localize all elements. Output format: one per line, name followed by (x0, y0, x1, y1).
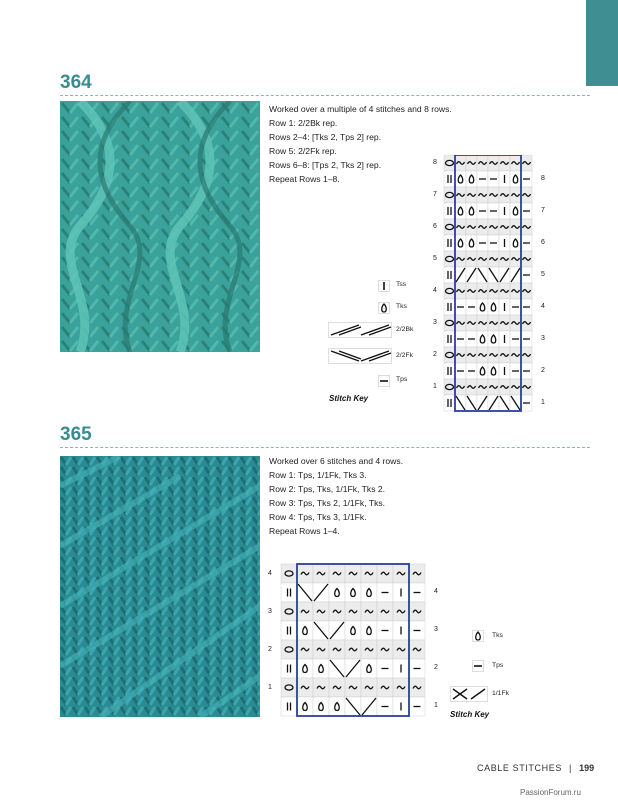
row-number: 5 (541, 271, 545, 278)
tss-icon (378, 280, 390, 292)
knitted-swatch-photo (60, 456, 260, 717)
key-label: Tks (492, 632, 503, 639)
chart-cell (488, 331, 499, 347)
chart-cell (297, 659, 313, 678)
instruction-line: Row 4: Tps, Tks 3, 1/1Fk. (269, 512, 367, 522)
row-number: 1 (268, 684, 272, 691)
instruction-line: Worked over a multiple of 4 stitches and 8 rows. (269, 104, 452, 114)
chart-cell (488, 299, 499, 315)
chart-cell (281, 583, 297, 602)
chart-cell (444, 363, 455, 379)
chart-cell (297, 621, 313, 640)
row-number: 8 (433, 159, 437, 166)
instruction-line: Row 3: Tps, Tks 2, 1/1Fk, Tks. (269, 498, 386, 508)
row-number: 6 (541, 239, 545, 246)
1-1fk-icon (450, 686, 488, 702)
chart-cell (455, 235, 466, 251)
page-number: 199 (579, 763, 595, 773)
pattern-number: 365 (60, 424, 92, 445)
chart-cell (361, 621, 377, 640)
instruction-line: Row 1: 2/2Bk rep. (269, 118, 338, 128)
chart-cell (313, 697, 329, 716)
2-2fk-icon (328, 348, 392, 364)
key-label: 1/1Fk (492, 690, 509, 697)
chart-cell (477, 363, 488, 379)
footer-separator: | (569, 763, 572, 773)
instruction-line: Row 2: Tps, Tks, 1/1Fk, Tks 2. (269, 484, 386, 494)
chart-cell (510, 203, 521, 219)
tps-icon (472, 660, 484, 672)
instruction-line: Repeat Rows 1–4. (269, 526, 340, 536)
chart-cells (281, 564, 425, 716)
instruction-line: Rows 6–8: [Tps 2, Tks 2] rep. (269, 160, 382, 170)
chart-cell (510, 171, 521, 187)
knitted-swatch-photo (60, 101, 260, 352)
row-number: 2 (433, 351, 437, 358)
stitch-key (328, 278, 418, 406)
chart-cell (477, 299, 488, 315)
chart-grid (430, 155, 550, 415)
chart-cell (466, 171, 477, 187)
row-number: 3 (433, 319, 437, 326)
chart-grid (265, 560, 445, 720)
chart-cell (444, 171, 455, 187)
pattern-instructions (269, 102, 452, 186)
instruction-line: Row 1: Tps, 1/1Fk, Tks 3. (269, 470, 367, 480)
instruction-line: Worked over 6 stitches and 4 rows. (269, 456, 404, 466)
row-number: 4 (268, 570, 272, 577)
2-2bk-icon (328, 322, 392, 338)
row-number: 1 (433, 383, 437, 390)
key-label: Tps (396, 376, 408, 383)
chart-cell (281, 621, 297, 640)
chart-cell (313, 659, 329, 678)
watermark: PassionForum.ru (520, 788, 581, 797)
stitch-chart (265, 560, 445, 720)
chart-cell (455, 203, 466, 219)
chart-cell (466, 203, 477, 219)
row-number: 2 (434, 664, 438, 671)
key-label: Tps (492, 662, 504, 669)
chart-cells (444, 155, 532, 411)
row-number: 6 (433, 223, 437, 230)
footer-section: CABLE STITCHES (477, 763, 562, 773)
stitch-key-title: Stitch Key (450, 710, 490, 719)
row-number: 1 (434, 702, 438, 709)
row-number: 1 (541, 399, 545, 406)
row-number: 5 (433, 255, 437, 262)
row-number: 8 (541, 175, 545, 182)
instruction-line: Rows 2–4: [Tks 2, Tps 2] rep. (269, 132, 382, 142)
tks-icon (378, 302, 390, 314)
instruction-line: Repeat Rows 1–8. (269, 174, 340, 184)
chart-cell (297, 697, 313, 716)
chart-cell (281, 697, 297, 716)
chart-cell (329, 583, 345, 602)
chart-cell (444, 235, 455, 251)
row-number: 2 (541, 367, 545, 374)
chart-cell (361, 659, 377, 678)
chart-cell (488, 363, 499, 379)
key-label: Tks (396, 303, 407, 310)
chart-cell (281, 659, 297, 678)
tks-icon (472, 630, 484, 642)
chart-cell (510, 235, 521, 251)
section-divider (60, 447, 590, 448)
row-number: 2 (268, 646, 272, 653)
chart-cell (444, 331, 455, 347)
stitch-key (448, 628, 558, 723)
row-number: 3 (541, 335, 545, 342)
chart-cell (345, 621, 361, 640)
pattern-number: 364 (60, 72, 92, 93)
row-number: 3 (434, 626, 438, 633)
page-footer (477, 763, 594, 773)
chart-cell (444, 299, 455, 315)
instruction-line: Row 5: 2/2Fk rep. (269, 146, 337, 156)
chart-cell (361, 583, 377, 602)
key-label: 2/2Bk (396, 326, 414, 333)
stitch-key-title: Stitch Key (329, 394, 369, 403)
chart-cell (477, 331, 488, 347)
chart-cell (345, 583, 361, 602)
section-divider (60, 95, 590, 96)
row-number: 4 (434, 588, 438, 595)
section-color-tab (586, 0, 618, 86)
stitch-chart (430, 155, 550, 415)
chart-cell (281, 602, 297, 621)
chart-cell (329, 697, 345, 716)
chart-cell (281, 678, 297, 697)
chart-cell (444, 395, 455, 411)
chart-cell (466, 235, 477, 251)
row-number: 7 (541, 207, 545, 214)
chart-cell (444, 267, 455, 283)
chart-cell (281, 640, 297, 659)
tps-icon (378, 375, 390, 387)
key-label: Tss (396, 281, 407, 288)
row-number: 7 (433, 191, 437, 198)
key-label: 2/2Fk (396, 352, 413, 359)
chart-cell (455, 171, 466, 187)
chart-cell (444, 203, 455, 219)
row-number: 4 (433, 287, 437, 294)
chart-cell (281, 564, 297, 583)
row-number: 4 (541, 303, 545, 310)
pattern-instructions (269, 454, 403, 538)
row-number: 3 (268, 608, 272, 615)
